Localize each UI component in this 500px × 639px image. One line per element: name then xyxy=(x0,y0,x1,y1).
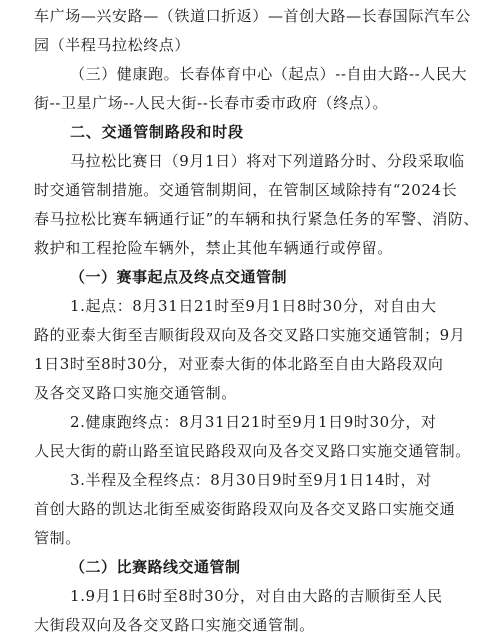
text-line: 春马拉松比赛车辆通行证”的车辆和执行紧急任务的军警、消防、 xyxy=(34,210,480,228)
text-line: 1.起点：8月31日21时至9月1日8时30分，对自由大 xyxy=(70,297,437,315)
text-line: 街--卫星广场--人民大街--长春市委市政府（终点）。 xyxy=(34,94,389,112)
text-line: 马拉松比赛日（9月1日）将对下列道路分时、分段采取临 xyxy=(70,152,465,170)
text-line: 车广场—兴安路—（铁道口折返）—首创大路—长春国际汽车公 xyxy=(34,7,471,25)
subsection-heading: （一）赛事起点及终点交通管制 xyxy=(70,268,288,286)
text-line: 路的亚泰大街至吉顺街段双向及各交叉路口实施交通管制；9月 xyxy=(34,326,466,344)
text-line: 首创大路的凯达北街至威姿街路段双向及各交叉路口实施交通 xyxy=(34,500,456,518)
text-line: 人民大街的蔚山路至谊民路段双向及各交叉路口实施交通管制。 xyxy=(34,442,471,460)
text-line: 管制。 xyxy=(34,529,81,547)
text-line: 3.半程及全程终点：8月30日9时至9月1日14时，对 xyxy=(70,471,432,489)
text-line: 大街段双向及各交叉路口实施交通管制。 xyxy=(34,616,315,634)
text-line: 时交通管制措施。交通管制期间，在管制区域除持有“2024长 xyxy=(34,181,458,199)
text-line: 1.9月1日6时至8时30分，对自由大路的吉顺街至人民 xyxy=(70,587,443,605)
text-line: 2.健康跑终点：8月31日21时至9月1日9时30分，对 xyxy=(70,413,437,431)
subsection-heading: （二）比赛路线交通管制 xyxy=(70,558,241,576)
text-line: 及各交叉路口实施交通管制。 xyxy=(34,384,237,402)
text-line: （三）健康跑。长春体育中心（起点）--自由大路--人民大 xyxy=(70,65,468,83)
section-heading: 二、交通管制路段和时段 xyxy=(70,123,244,141)
text-line: 救护和工程抢险车辆外，禁止其他车辆通行或停留。 xyxy=(34,239,393,257)
text-line: 园（半程马拉松终点） xyxy=(34,36,191,54)
text-line: 1日3时至8时30分，对亚泰大街的体北路至自由大路段双向 xyxy=(34,355,444,373)
